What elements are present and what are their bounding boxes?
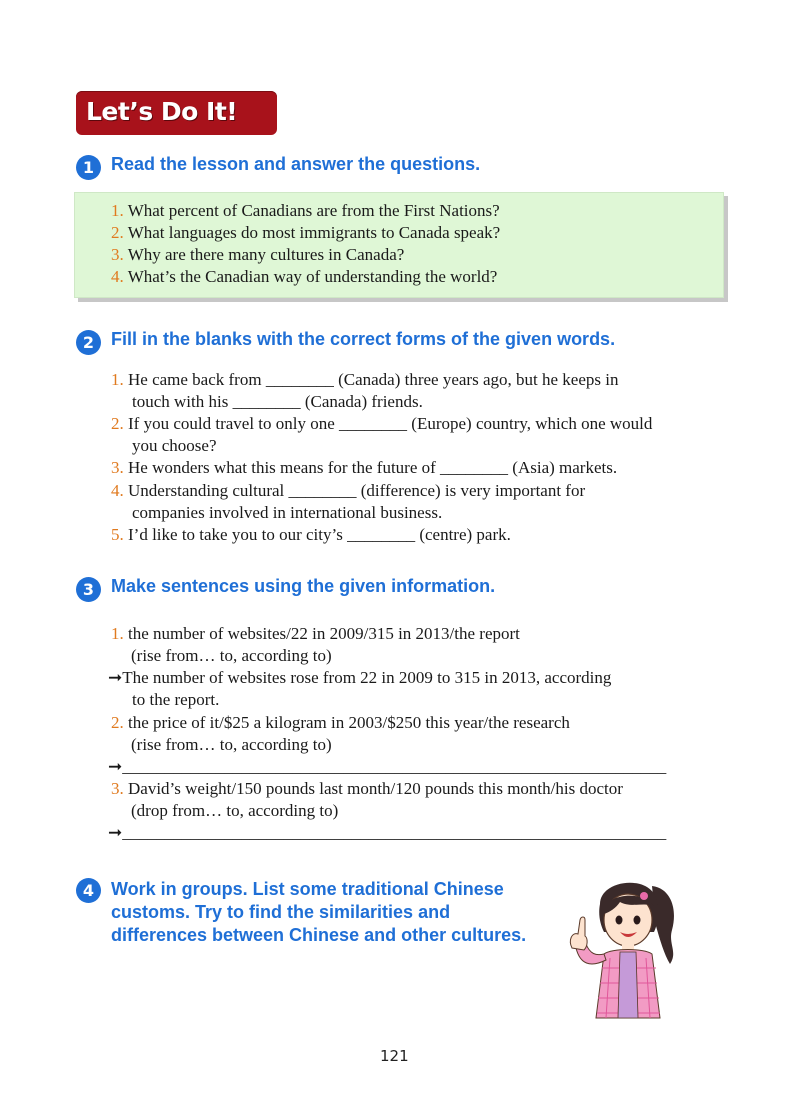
arrow-right-icon: ➞ <box>108 823 123 842</box>
sentence-item-3-prompt: 3. David’s weight/150 pounds last month/120 pounds this month/his doctor <box>111 779 623 798</box>
lets-do-it-banner <box>76 91 277 135</box>
section-2-title: Fill in the blanks with the correct forms of the given words. <box>111 329 616 349</box>
fill-item-4-line-1: 4. Understanding cultural ________ (difference) is very important for <box>111 481 586 500</box>
fill-item-2-line-2: you choose? <box>132 436 217 455</box>
sentence-item-1-answer-line-2: to the report. <box>132 690 220 709</box>
sentence-item-3-hint: (drop from… to, according to) <box>131 801 339 820</box>
banner-title: Let’s Do It! <box>86 97 238 126</box>
sentence-item-1-answer-line-1: ➞The number of websites rose from 22 in 2009 to 315 in 2013, according <box>108 668 612 687</box>
sentence-item-3-answer-blank[interactable]: ➞________________________________________________________________ <box>108 823 667 842</box>
section-1-title: Read the lesson and answer the questions. <box>111 154 481 174</box>
sentence-item-1-hint: (rise from… to, according to) <box>131 646 332 665</box>
sentence-item-2-prompt: 2. the price of it/$25 a kilogram in 2003/$250 this year/the research <box>111 713 570 732</box>
section-4-number: 4 <box>76 878 101 903</box>
section-1-number: 1 <box>76 155 101 180</box>
question-1: 1. What percent of Canadians are from the First Nations? <box>111 201 500 220</box>
section-3-number: 3 <box>76 577 101 602</box>
fill-item-1-line-2: touch with his ________ (Canada) friends. <box>132 392 423 411</box>
section-4-title: Work in groups. List some traditional Chinese customs. Try to find the similarities and differences between Chinese and other cultures. <box>111 879 527 945</box>
fill-item-4-line-2: companies involved in international business. <box>132 503 443 522</box>
fill-item-5: 5. I’d like to take you to our city’s ________ (centre) park. <box>111 525 511 544</box>
sentence-item-2-answer-blank[interactable]: ➞________________________________________________________________ <box>108 757 667 776</box>
question-2: 2. What languages do most immigrants to Canada speak? <box>111 223 501 242</box>
fill-item-3: 3. He wonders what this means for the future of ________ (Asia) markets. <box>111 458 618 477</box>
page-number: 121 <box>380 1047 409 1065</box>
arrow-right-icon: ➞ <box>108 757 123 776</box>
sentence-item-1-prompt: 1. the number of websites/22 in 2009/315 in 2013/the report <box>111 624 520 643</box>
girl-pointing-icon <box>560 868 690 1028</box>
section-3-title: Make sentences using the given information. <box>111 576 496 596</box>
arrow-right-icon: ➞ <box>108 668 123 687</box>
section-2-number: 2 <box>76 330 101 355</box>
question-4: 4. What’s the Canadian way of understanding the world? <box>111 267 498 286</box>
fill-item-1-line-1: 1. He came back from ________ (Canada) three years ago, but he keeps in <box>111 370 619 389</box>
question-3: 3. Why are there many cultures in Canada? <box>111 245 405 264</box>
fill-item-2-line-1: 2. If you could travel to only one ________ (Europe) country, which one would <box>111 414 653 433</box>
sentence-item-2-hint: (rise from… to, according to) <box>131 735 332 754</box>
